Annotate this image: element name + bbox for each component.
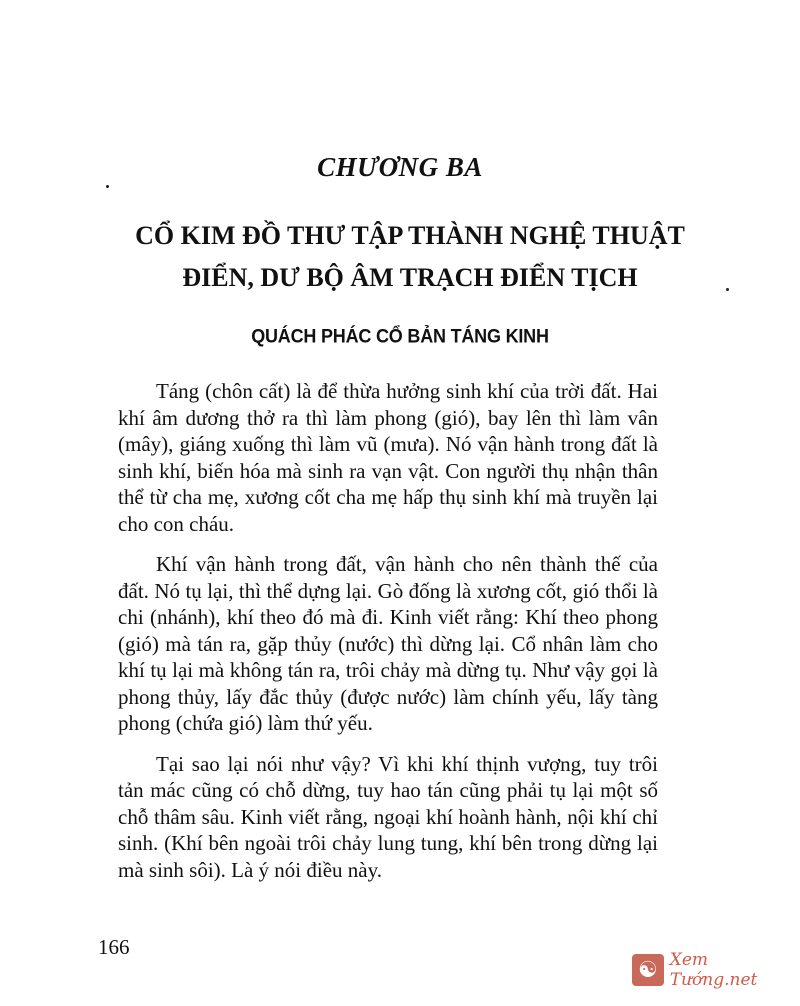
- section-title: QUÁCH PHÁC CỔ BẢN TÁNG KINH: [251, 324, 549, 347]
- page-number: 166: [98, 935, 130, 959]
- paragraph-3: Tại sao lại nói như vậy? Vì khi khí thịnh vượng, tuy trôi tản mác cũng có chỗ dừng, tuy hao tán cũng phải tụ lại một số chỗ thâm sâu. Kinh viết rằng, ngoại khí hoành hành, nội khí chỉ sinh. (Khí bên ngoài trôi chảy lung tung, khí bên trong dừng lại mà sinh sôi). Là ý nói điều này.: [118, 751, 658, 882]
- watermark: [632, 950, 800, 990]
- watermark-text: Xem Tướng.net: [669, 950, 758, 990]
- paragraph-1: Táng (chôn cất) là để thừa hưởng sinh khí của trời đất. Hai khí âm dương thở ra thì làm phong (gió), bay lên thì làm vân (mây), giáng xuống thì làm vũ (mưa). Nó vận hành trong đất là sinh khí, biến hóa mà sinh ra vạn vật. Con người thụ nhận thân thể từ cha mẹ, xương cốt cha mẹ hấp thụ sinh khí mà truyền lại cho con cháu.: [118, 379, 658, 536]
- chapter-title-line1: CỔ KIM ĐỒ THƯ TẬP THÀNH NGHỆ THUẬT: [135, 221, 685, 250]
- chapter-title: [90, 215, 730, 299]
- chapter-label: CHƯƠNG BA: [317, 152, 483, 182]
- scan-speck: [106, 185, 109, 188]
- body-text: [118, 378, 658, 897]
- yin-yang-icon: ☯: [632, 954, 664, 986]
- scan-speck: [726, 288, 729, 291]
- chapter-title-line2: ĐIỂN, DƯ BỘ ÂM TRẠCH ĐIỂN TỊCH: [182, 263, 638, 292]
- paragraph-2: Khí vận hành trong đất, vận hành cho nên thành thế của đất. Nó tụ lại, thì thể dựng lại. Gò đống là xương cốt, gió thổi là chi (nhánh), khí theo đó mà đi. Kinh viết rằng: Khí theo phong (gió) mà tán ra, gặp thủy (nước) thì dừng lại. Cổ nhân làm cho khí tụ lại mà không tán ra, trôi chảy mà dừng tụ. Như vậy gọi là phong thủy, lấy đắc thủy (được nước) làm chính yếu, lấy tàng phong (chứa gió) làm thứ yếu.: [118, 552, 658, 735]
